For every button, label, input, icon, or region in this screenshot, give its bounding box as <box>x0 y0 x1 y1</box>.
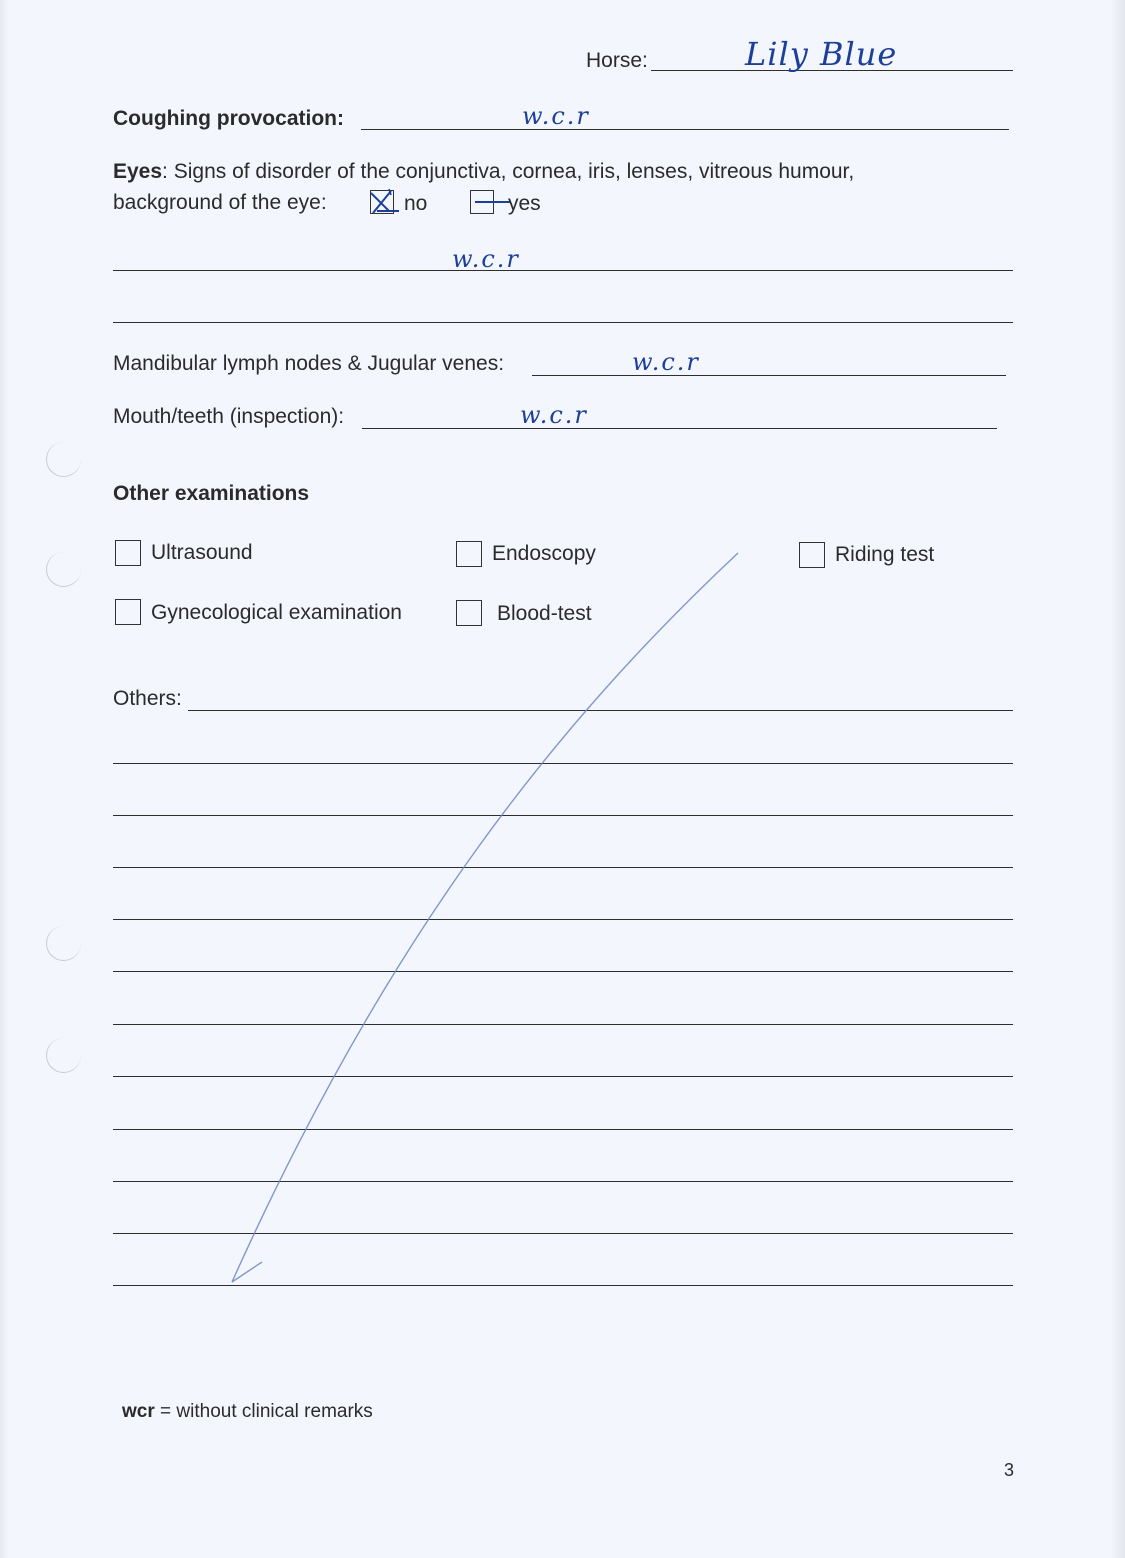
gynecological-label: Gynecological examination <box>151 601 402 624</box>
others-line <box>113 867 1013 868</box>
others-line <box>113 815 1013 816</box>
endoscopy-label: Endoscopy <box>492 542 596 565</box>
footnote <box>122 1402 373 1421</box>
footnote-abbr: wcr <box>122 1401 155 1422</box>
other-exams-title: Other examinations <box>113 482 310 505</box>
diagonal-stroke <box>232 553 738 1282</box>
eyes-yes-label: yes <box>508 192 541 215</box>
page-number: 3 <box>1004 1460 1015 1480</box>
mouth-label: Mouth/teeth (inspection): <box>113 405 345 428</box>
punch-hole <box>46 442 81 477</box>
others-line <box>113 1024 1013 1025</box>
eyes-field-line-1 <box>113 270 1013 271</box>
lymph-value[interactable]: w.c.r <box>632 348 700 376</box>
endoscopy-checkbox[interactable] <box>456 541 482 567</box>
punch-hole <box>46 1038 81 1073</box>
blood-test-checkbox[interactable] <box>456 600 482 626</box>
others-line <box>113 1285 1013 1286</box>
strike-icon <box>471 191 495 215</box>
check-x-icon <box>369 185 393 209</box>
others-field-line <box>188 710 1013 711</box>
mouth-value[interactable]: w.c.r <box>520 401 588 429</box>
others-line <box>113 971 1013 972</box>
ultrasound-checkbox[interactable] <box>115 540 141 566</box>
lymph-field-line <box>532 375 1006 376</box>
others-line <box>113 1233 1013 1234</box>
lymph-label: Mandibular lymph nodes & Jugular venes: <box>113 352 505 375</box>
coughing-field-line <box>361 129 1009 130</box>
others-line <box>113 1129 1013 1130</box>
eyes-yes-checkbox[interactable] <box>470 190 494 214</box>
eyes-field-line-2 <box>113 322 1013 323</box>
mouth-field-line <box>362 428 997 429</box>
eyes-description-text: : Signs of disorder of the conjunctiva, cornea, iris, lenses, vitreous humour, <box>162 160 855 183</box>
horse-value[interactable]: Lily Blue <box>745 35 898 73</box>
footnote-text: = without clinical remarks <box>154 1401 373 1422</box>
eyes-label: Eyes <box>113 160 163 183</box>
gynecological-checkbox[interactable] <box>115 599 141 625</box>
eyes-value[interactable]: w.c.r <box>452 245 520 273</box>
coughing-value[interactable]: w.c.r <box>522 102 590 130</box>
others-line <box>113 919 1013 920</box>
coughing-label: Coughing provocation: <box>113 107 344 130</box>
punch-hole <box>46 926 81 961</box>
riding-test-label: Riding test <box>835 543 935 566</box>
page-right-edge <box>1111 0 1125 1558</box>
eyes-background-label: background of the eye: <box>113 191 327 214</box>
others-label: Others: <box>113 687 182 710</box>
horse-label: Horse: <box>586 49 648 72</box>
eyes-description <box>113 161 854 182</box>
punch-hole <box>46 552 81 587</box>
others-line <box>113 1181 1013 1182</box>
riding-test-checkbox[interactable] <box>799 542 825 568</box>
others-line <box>113 763 1013 764</box>
blood-test-label: Blood-test <box>497 602 592 625</box>
ultrasound-label: Ultrasound <box>151 541 253 564</box>
others-line <box>113 1076 1013 1077</box>
page-left-edge <box>0 0 8 1558</box>
eyes-no-checkbox[interactable] <box>370 190 394 214</box>
eyes-no-label: no <box>404 192 428 215</box>
stroke-tail <box>232 1262 262 1282</box>
